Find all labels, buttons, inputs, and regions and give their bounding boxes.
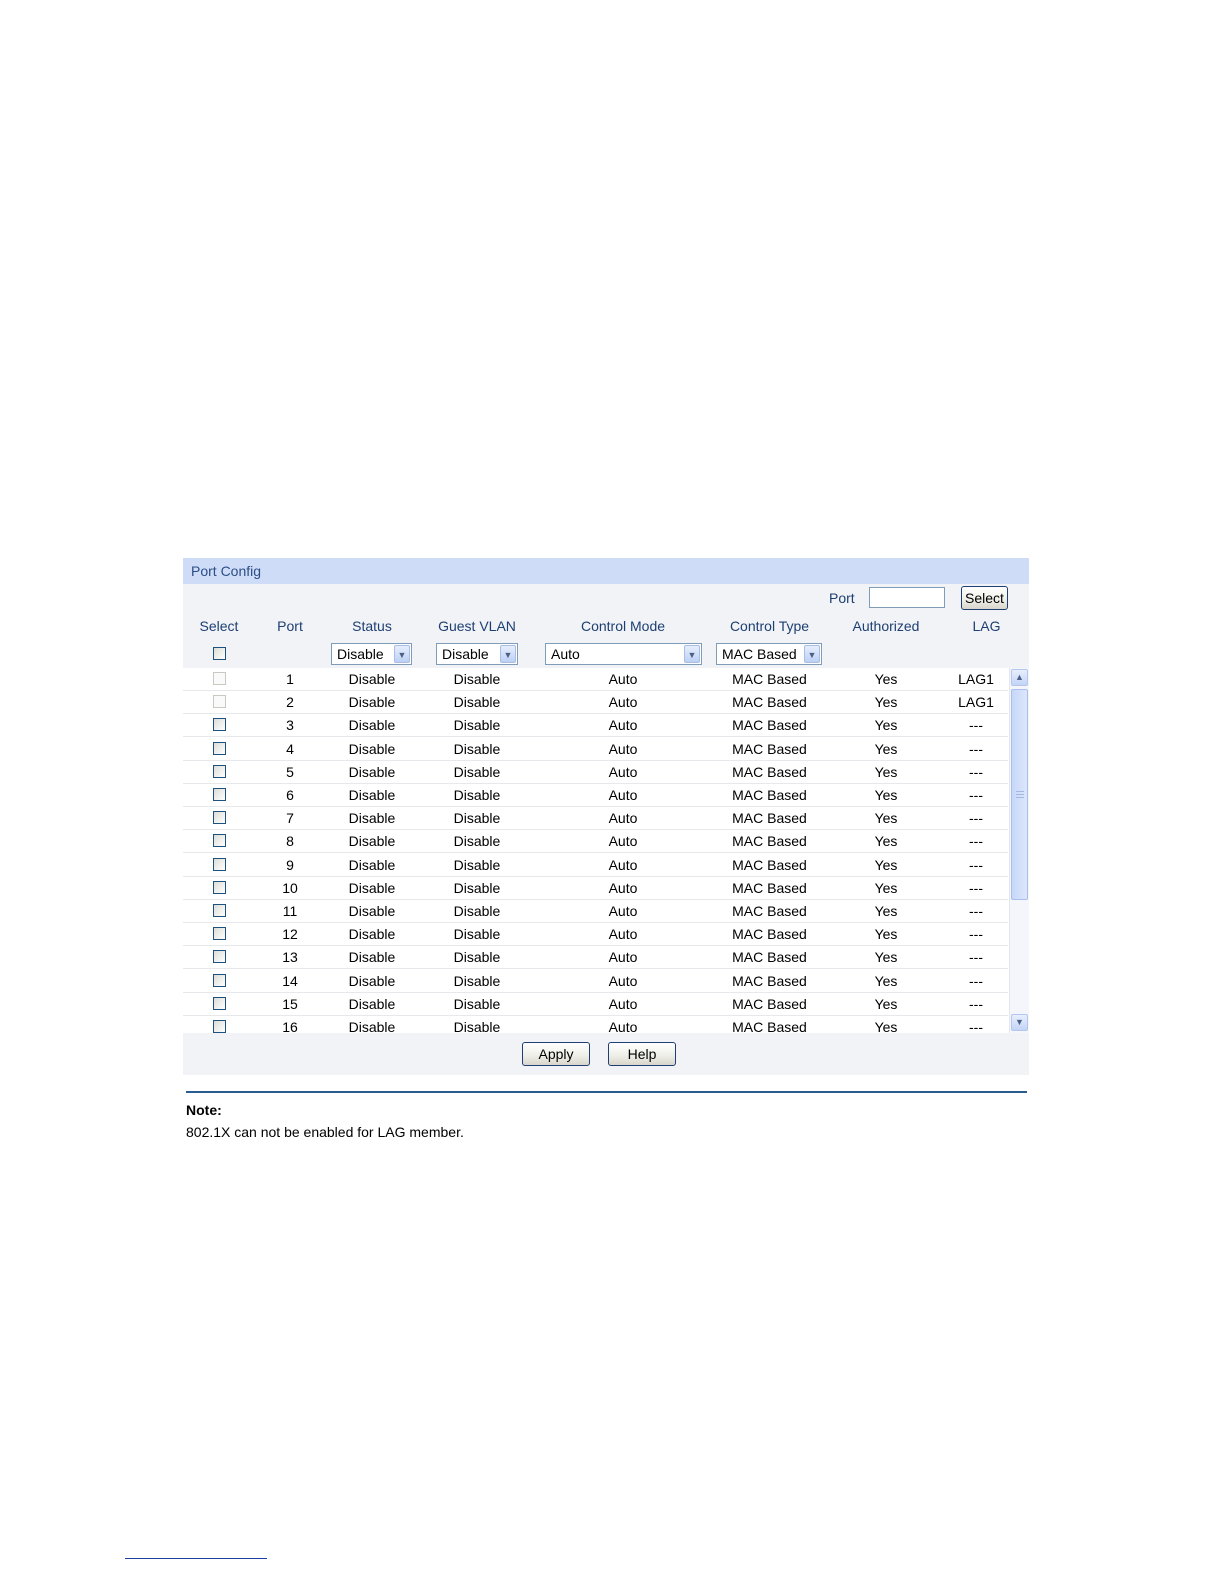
control-mode-cell: Auto bbox=[608, 995, 638, 1012]
row-select-checkbox[interactable] bbox=[213, 718, 226, 731]
apply-button[interactable]: Apply bbox=[522, 1042, 590, 1066]
lag-cell: --- bbox=[969, 833, 983, 850]
column-header-control-type: Control Type bbox=[729, 618, 810, 634]
port-cell: 6 bbox=[286, 787, 294, 803]
guest-vlan-cell: Disable bbox=[453, 926, 501, 943]
table-header bbox=[183, 613, 1029, 640]
table-row bbox=[183, 830, 1008, 853]
status-cell: Disable bbox=[348, 763, 396, 780]
control-mode-cell: Auto bbox=[608, 763, 638, 780]
chevron-down-icon: ▼ bbox=[684, 645, 700, 663]
lag-cell: --- bbox=[969, 903, 983, 919]
control-mode-cell: Auto bbox=[608, 1019, 638, 1033]
control-mode-dropdown[interactable] bbox=[545, 643, 702, 665]
control-type-cell: MAC Based bbox=[732, 995, 807, 1012]
guest-vlan-cell: Disable bbox=[453, 833, 501, 850]
guest-vlan-cell: Disable bbox=[453, 995, 501, 1012]
authorized-cell: Yes bbox=[874, 856, 898, 873]
table-scrollbar[interactable] bbox=[1009, 668, 1029, 1033]
authorized-cell: Yes bbox=[874, 1019, 898, 1033]
guest-vlan-cell: Disable bbox=[453, 763, 501, 780]
grip-line bbox=[1016, 794, 1024, 795]
table-row bbox=[183, 877, 1008, 900]
port-cell: 2 bbox=[286, 694, 294, 711]
control-type-cell: MAC Based bbox=[732, 903, 807, 919]
authorized-cell: Yes bbox=[874, 810, 898, 827]
port-cell: 15 bbox=[282, 995, 298, 1012]
status-cell: Disable bbox=[348, 833, 396, 850]
column-header-guest-vlan: Guest VLAN bbox=[438, 618, 516, 634]
control-type-cell: MAC Based bbox=[732, 671, 807, 687]
lag-cell: --- bbox=[969, 995, 983, 1012]
control-type-cell: MAC Based bbox=[732, 763, 807, 780]
column-header-control-mode: Control Mode bbox=[580, 618, 666, 634]
table-row bbox=[183, 993, 1008, 1016]
row-select-checkbox bbox=[213, 695, 226, 708]
guest-vlan-cell: Disable bbox=[453, 810, 501, 827]
lag-cell: --- bbox=[969, 879, 983, 896]
note-section bbox=[186, 1091, 1027, 1143]
control-mode-cell: Auto bbox=[608, 879, 638, 896]
control-type-dropdown-value: MAC Based bbox=[722, 646, 797, 662]
chevron-up-icon[interactable]: ▲ bbox=[1011, 669, 1028, 686]
port-cell: 4 bbox=[286, 740, 294, 757]
control-mode-cell: Auto bbox=[608, 810, 638, 827]
guest-vlan-cell: Disable bbox=[453, 972, 501, 989]
control-type-cell: MAC Based bbox=[732, 810, 807, 827]
port-cell: 13 bbox=[282, 949, 298, 966]
control-mode-cell: Auto bbox=[608, 903, 638, 919]
guest-vlan-cell: Disable bbox=[453, 787, 501, 803]
table-row bbox=[183, 854, 1008, 877]
column-header-select: Select bbox=[199, 618, 239, 634]
control-mode-cell: Auto bbox=[608, 671, 638, 687]
column-header-port: Port bbox=[277, 618, 303, 634]
row-select-checkbox[interactable] bbox=[213, 788, 226, 801]
status-cell: Disable bbox=[348, 717, 396, 734]
control-mode-cell: Auto bbox=[608, 717, 638, 734]
row-select-checkbox[interactable] bbox=[213, 1020, 226, 1033]
panel-title: Port Config bbox=[183, 558, 1029, 584]
lag-cell: --- bbox=[969, 740, 983, 757]
row-select-checkbox bbox=[213, 672, 226, 685]
control-mode-cell: Auto bbox=[608, 949, 638, 966]
lag-cell: --- bbox=[969, 856, 983, 873]
column-header-lag: LAG bbox=[972, 618, 1001, 634]
table-row bbox=[183, 761, 1008, 784]
authorized-cell: Yes bbox=[874, 671, 898, 687]
column-header-status: Status bbox=[352, 618, 392, 634]
port-cell: 14 bbox=[282, 972, 298, 989]
row-select-checkbox[interactable] bbox=[213, 811, 226, 824]
control-type-cell: MAC Based bbox=[732, 926, 807, 943]
note-text: 802.1X can not be enabled for LAG member. bbox=[186, 1124, 464, 1140]
table-row bbox=[183, 738, 1008, 761]
status-cell: Disable bbox=[348, 972, 396, 989]
authorized-cell: Yes bbox=[874, 740, 898, 757]
guest-vlan-cell: Disable bbox=[453, 1019, 501, 1033]
guest-vlan-dropdown[interactable] bbox=[436, 643, 518, 665]
status-cell: Disable bbox=[348, 810, 396, 827]
control-type-cell: MAC Based bbox=[732, 694, 807, 711]
status-cell: Disable bbox=[348, 903, 396, 919]
lag-cell: --- bbox=[969, 787, 983, 803]
status-dropdown-value: Disable bbox=[337, 646, 384, 662]
control-type-cell: MAC Based bbox=[732, 740, 807, 757]
guest-vlan-cell: Disable bbox=[453, 903, 501, 919]
row-select-checkbox[interactable] bbox=[213, 997, 226, 1010]
bulk-control-row bbox=[183, 640, 1029, 668]
table-row bbox=[183, 900, 1008, 923]
port-cell: 10 bbox=[282, 879, 298, 896]
authorized-cell: Yes bbox=[874, 903, 898, 919]
table-row bbox=[183, 668, 1008, 691]
authorized-cell: Yes bbox=[874, 995, 898, 1012]
guest-vlan-cell: Disable bbox=[453, 949, 501, 966]
guest-vlan-cell: Disable bbox=[453, 879, 501, 896]
row-select-checkbox[interactable] bbox=[213, 742, 226, 755]
control-mode-cell: Auto bbox=[608, 787, 638, 803]
port-cell: 1 bbox=[286, 671, 294, 687]
port-table-body bbox=[183, 668, 1008, 1033]
port-cell: 12 bbox=[282, 926, 298, 943]
note-title: Note: bbox=[186, 1102, 222, 1118]
authorized-cell: Yes bbox=[874, 694, 898, 711]
control-mode-cell: Auto bbox=[608, 833, 638, 850]
control-mode-cell: Auto bbox=[608, 856, 638, 873]
action-button-row bbox=[183, 1033, 1029, 1075]
control-mode-dropdown-value: Auto bbox=[551, 646, 580, 662]
status-dropdown[interactable] bbox=[331, 643, 412, 665]
row-select-checkbox[interactable] bbox=[213, 950, 226, 963]
select-all-checkbox[interactable] bbox=[213, 647, 226, 660]
port-input[interactable] bbox=[869, 587, 945, 608]
lag-cell: --- bbox=[969, 717, 983, 734]
lag-cell: --- bbox=[969, 810, 983, 827]
control-type-cell: MAC Based bbox=[732, 1019, 807, 1033]
footer-divider bbox=[125, 1558, 267, 1559]
table-row bbox=[183, 970, 1008, 993]
port-cell: 11 bbox=[282, 903, 298, 919]
scrollbar-thumb[interactable] bbox=[1011, 689, 1028, 900]
guest-vlan-cell: Disable bbox=[453, 717, 501, 734]
lag-cell: LAG1 bbox=[958, 671, 994, 687]
help-button[interactable]: Help bbox=[608, 1042, 676, 1066]
row-select-checkbox[interactable] bbox=[213, 927, 226, 940]
port-cell: 5 bbox=[286, 763, 294, 780]
row-select-checkbox[interactable] bbox=[213, 834, 226, 847]
table-row bbox=[183, 946, 1008, 969]
chevron-down-icon: ▼ bbox=[804, 645, 820, 663]
lag-cell: --- bbox=[969, 972, 983, 989]
status-cell: Disable bbox=[348, 856, 396, 873]
authorized-cell: Yes bbox=[874, 763, 898, 780]
control-type-cell: MAC Based bbox=[732, 949, 807, 966]
table-row bbox=[183, 923, 1008, 946]
port-cell: 3 bbox=[286, 717, 294, 734]
control-type-cell: MAC Based bbox=[732, 787, 807, 803]
control-mode-cell: Auto bbox=[608, 740, 638, 757]
guest-vlan-dropdown-value: Disable bbox=[442, 646, 489, 662]
lag-cell: --- bbox=[969, 763, 983, 780]
lag-cell: --- bbox=[969, 949, 983, 966]
port-select-bar bbox=[183, 584, 1029, 613]
row-select-checkbox[interactable] bbox=[213, 765, 226, 778]
authorized-cell: Yes bbox=[874, 972, 898, 989]
control-type-cell: MAC Based bbox=[732, 833, 807, 850]
control-mode-cell: Auto bbox=[608, 694, 638, 711]
status-cell: Disable bbox=[348, 787, 396, 803]
lag-cell: --- bbox=[969, 926, 983, 943]
table-row bbox=[183, 714, 1008, 737]
chevron-down-icon[interactable]: ▼ bbox=[1011, 1014, 1028, 1031]
status-cell: Disable bbox=[348, 671, 396, 687]
authorized-cell: Yes bbox=[874, 787, 898, 803]
guest-vlan-cell: Disable bbox=[453, 740, 501, 757]
guest-vlan-cell: Disable bbox=[453, 694, 501, 711]
chevron-down-icon: ▼ bbox=[500, 645, 516, 663]
status-cell: Disable bbox=[348, 740, 396, 757]
control-mode-cell: Auto bbox=[608, 926, 638, 943]
table-row bbox=[183, 807, 1008, 830]
port-cell: 7 bbox=[286, 810, 294, 827]
status-cell: Disable bbox=[348, 926, 396, 943]
port-cell: 9 bbox=[286, 856, 294, 873]
chevron-down-icon: ▼ bbox=[394, 645, 410, 663]
row-select-checkbox[interactable] bbox=[213, 974, 226, 987]
row-select-checkbox[interactable] bbox=[213, 904, 226, 917]
control-mode-cell: Auto bbox=[608, 972, 638, 989]
port-label: Port bbox=[829, 590, 855, 606]
status-cell: Disable bbox=[348, 1019, 396, 1033]
status-cell: Disable bbox=[348, 694, 396, 711]
authorized-cell: Yes bbox=[874, 949, 898, 966]
guest-vlan-cell: Disable bbox=[453, 856, 501, 873]
authorized-cell: Yes bbox=[874, 879, 898, 896]
port-cell: 16 bbox=[282, 1019, 298, 1033]
port-cell: 8 bbox=[286, 833, 294, 850]
grip-line bbox=[1016, 791, 1024, 792]
column-header-authorized: Authorized bbox=[852, 618, 920, 634]
authorized-cell: Yes bbox=[874, 833, 898, 850]
authorized-cell: Yes bbox=[874, 926, 898, 943]
lag-cell: LAG1 bbox=[958, 694, 994, 711]
authorized-cell: Yes bbox=[874, 717, 898, 734]
status-cell: Disable bbox=[348, 995, 396, 1012]
control-type-cell: MAC Based bbox=[732, 879, 807, 896]
control-type-cell: MAC Based bbox=[732, 856, 807, 873]
grip-line bbox=[1016, 797, 1024, 798]
control-type-cell: MAC Based bbox=[732, 717, 807, 734]
guest-vlan-cell: Disable bbox=[453, 671, 501, 687]
table-row bbox=[183, 691, 1008, 714]
port-config-panel bbox=[183, 558, 1029, 1141]
status-cell: Disable bbox=[348, 949, 396, 966]
table-row bbox=[183, 1016, 1008, 1033]
control-type-cell: MAC Based bbox=[732, 972, 807, 989]
select-button[interactable]: Select bbox=[961, 586, 1008, 610]
row-select-checkbox[interactable] bbox=[213, 858, 226, 871]
control-type-dropdown[interactable] bbox=[716, 643, 822, 665]
status-cell: Disable bbox=[348, 879, 396, 896]
row-select-checkbox[interactable] bbox=[213, 881, 226, 894]
lag-cell: --- bbox=[969, 1019, 983, 1033]
table-row bbox=[183, 784, 1008, 807]
